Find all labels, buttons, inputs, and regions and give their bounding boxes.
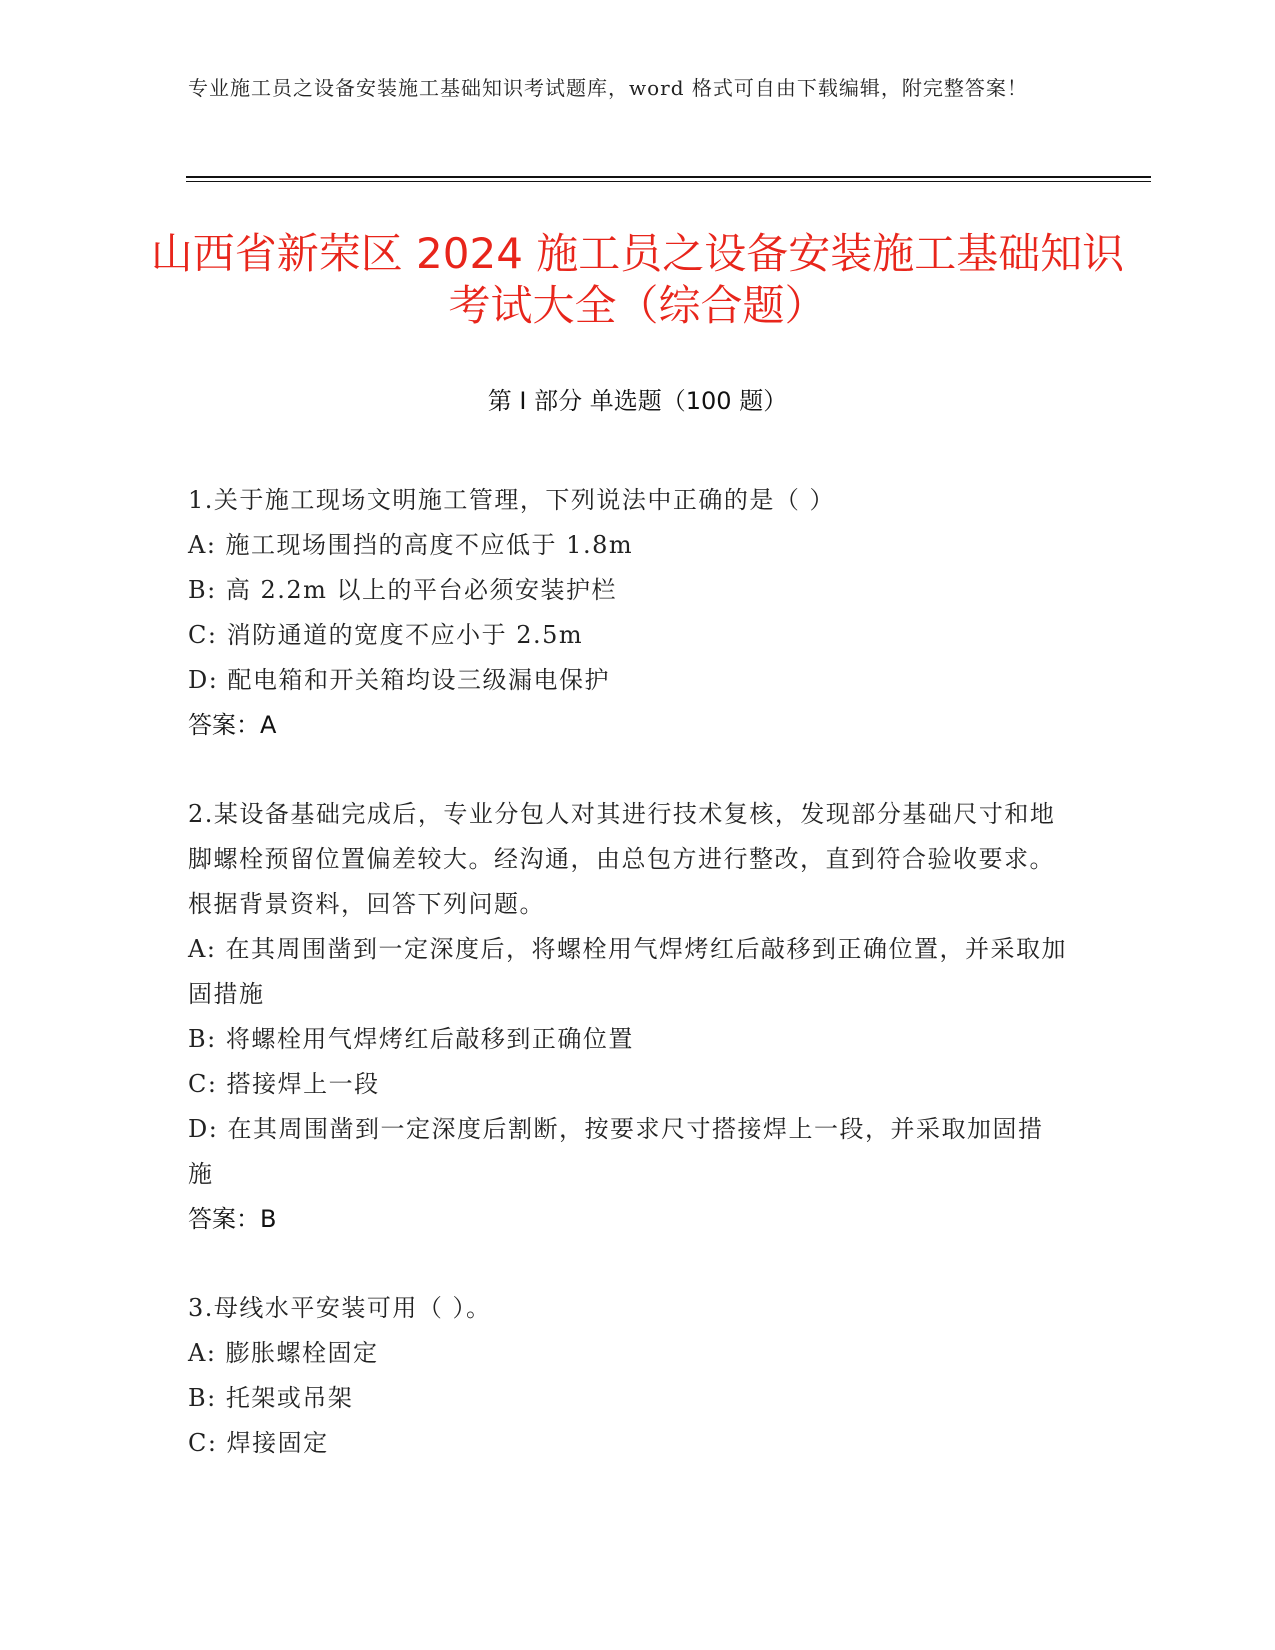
option-b: B: 高 2.2m 以上的平台必须安装护栏 [188, 576, 618, 604]
document-title: 山西省新荣区 2024 施工员之设备安装施工基础知识考试大全（综合题） [150, 229, 1125, 330]
header-note: 专业施工员之设备安装施工基础知识考试题库，word 格式可自由下载编辑，附完整答案！ [188, 76, 1028, 100]
option-b: B: 托架或吊架 [188, 1384, 354, 1412]
option-c: C: 焊接固定 [188, 1429, 329, 1457]
question-stem: 2.某设备基础完成后，专业分包人对其进行技术复核，发现部分基础尺寸和地脚螺栓预留位置偏差较大。经沟通，由总包方进行整改，直到符合验收要求。根据背景资料，回答下列问题。 [188, 800, 1056, 918]
question-stem: 1.关于施工现场文明施工管理，下列说法中正确的是（ ） [188, 486, 836, 514]
option-c: C: 搭接焊上一段 [188, 1070, 380, 1098]
option-a: A: 在其周围凿到一定深度后，将螺栓用气焊烤红后敲移到正确位置，并采取加固措施 [188, 935, 1068, 1008]
option-c: C: 消防通道的宽度不应小于 2.5m [188, 621, 584, 649]
question-list [188, 478, 1068, 1510]
question-3 [188, 1286, 1068, 1466]
option-a: A: 膨胀螺栓固定 [188, 1339, 379, 1367]
question-stem: 3.母线水平安装可用（ ）。 [188, 1294, 492, 1322]
question-2 [188, 792, 1068, 1242]
answer: 答案：A [188, 711, 277, 739]
option-a: A: 施工现场围挡的高度不应低于 1.8m [188, 531, 634, 559]
option-d: D: 配电箱和开关箱均设三级漏电保护 [188, 666, 610, 694]
header-divider-thin [186, 181, 1151, 182]
header-divider-thick [186, 176, 1151, 178]
section-heading: 第 I 部分 单选题（100 题） [487, 387, 788, 415]
question-1 [188, 478, 1068, 748]
answer: 答案：B [188, 1205, 277, 1233]
option-b: B: 将螺栓用气焊烤红后敲移到正确位置 [188, 1025, 634, 1053]
option-d: D: 在其周围凿到一定深度后割断，按要求尺寸搭接焊上一段，并采取加固措施 [188, 1115, 1044, 1188]
